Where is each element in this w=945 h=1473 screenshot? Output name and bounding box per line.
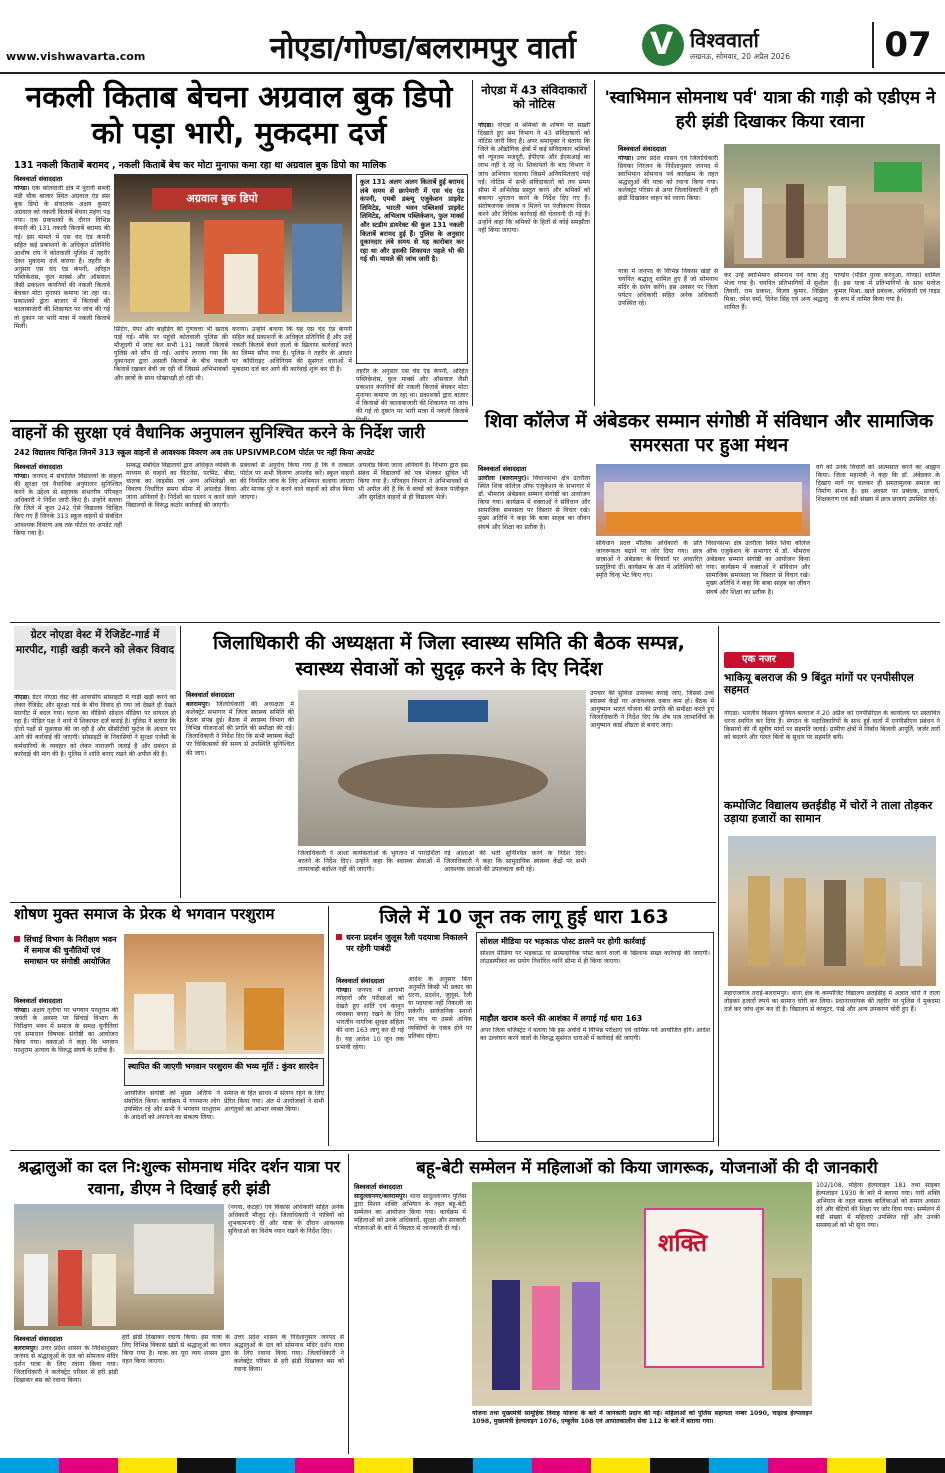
story1-deck: 131 नकली किताबें बरामद , नकली किताबें बेच कर मोटा मुनाफा कमा रहा था अग्रवाल बुक डिपो का मालिक xyxy=(14,160,386,171)
parshuram-text-c: समाज के हित साधन में संलग्न रहने के लिए प्रेरित किया गया। अंत में आयोजकों ने सभी आगंतुकों का आभार व्यक्त किया। xyxy=(224,1090,324,1114)
parshuram-text-a: गोण्डा। अक्षय तृतीया पर भगवान परशुराम की जयंती के अवसर पर सिंचाई विभाग के निरीक्षण भवन में समाज के समक्ष चुनौतियां एवं समाधान विषयक संगोष्ठी का आयोजन किया गया। वक्ताओं ने कहा कि भगवान परशुराम अन्याय के विरुद्ध संघर्ष के प्रतीक हैं। xyxy=(14,1007,118,1055)
vehicle-deck: 242 विद्यालय चिन्हित जिनमें 313 स्कूल वाहनों से आवश्यक विवरण अब तक UPSIVMP.COM पोर्टल पर नहीं किया अपडेट xyxy=(14,448,375,457)
bullet-icon xyxy=(336,934,342,940)
darshan-text-a: बलरामपुर। उत्तर प्रदेश शासन के निर्देशानुसार जनपद से श्रद्धालुओं के दल को सोमनाथ मंदिर दर्शन यात्रा के लिए रवाना किया गया। जिलाधिकारी ने कलेक्ट्रेट परिसर से हरी झंडी दिखाकर बस को रवाना किया। xyxy=(14,1345,118,1385)
greater-noida-text: नोएडा। ग्रेटर नोएडा वेस्ट की आवासीय सोसाइटी में गाड़ी खड़ी करने को लेकर रेजिडेंट और सुरक्षा गार्ड के बीच विवाद हो गया जो देखते ही देखते मारपीट में बदल गया। घटना का वीडियो सोशल मीडिया पर वायरल हो रहा है। पीड़ित पक्ष ने थाने में शिकायत दर्ज कराई है। पुलिस ने बताया कि दोनों पक्षों से पूछताछ की जा रही है और सीसीटीवी फुटेज के आधार पर आगे की कार्रवाई की जाएगी। सोसाइटी के निवासियों ने सुरक्षा एजेंसी के कर्मचारियों के व्यवहार को लेकर नाराजगी जताई है और प्रबंधन से कार्रवाई की मांग की है। पुलिस ने शांति बनाए रखने की अपील की है। xyxy=(14,694,176,758)
health-text-b: उपचार की सुविधा उपलब्ध कराई जाए, जिससे उच्च स्वास्थ्य केंद्रों पर अनावश्यक दबाव कम हो। बैठक में आयुष्मान भारत योजना की प्रगति की समीक्षा करते हुए जिलाधिकारी ने निर्देश दिए कि शेष पात्र लाभार्थियों के आयुष्मान कार्ड शीघ्रता से बनाए जाएं। xyxy=(590,690,714,730)
bahubeti-byline: विश्ववार्ता संवाददाता xyxy=(354,1183,403,1191)
vehicle-headline: वाहनों की सुरक्षा एवं वैधानिक अनुपालन सुनिश्चित करने के निर्देश जारी xyxy=(12,423,425,442)
health-col1 xyxy=(186,690,294,841)
story1-shop-sign: अग्रवाल बुक डिपो xyxy=(152,188,292,210)
parshuram-byline: विश्ववार्ता संवाददाता xyxy=(14,997,63,1005)
story1-text-c: प्रिंटिंग, पेपर और बाइंडिंग की गुणवत्ता भी खराब पाई गई। मौके पर पहुंची कोतवाली पुलिस की मौजूदगी में जांच कर सभी 131 नकली किताबें पुलिस को सौंप दी गईं। आरोप लगाया गया कि दुकानदार द्वारा असली किताबों के बीच नकली किताबें रखकर बेची जा रही थीं जिससे अभिभावकों और छात्रों के साथ धोखाधड़ी हो रही थी। xyxy=(114,326,228,382)
page-number: 07 xyxy=(872,22,942,68)
masthead xyxy=(0,0,945,74)
vehicle-text-d: अपलोड किया जाना अनिवार्य है। विभाग द्वारा इस संबंध में विद्यालयों को पत्र भेजकर सूचित भी किया गया है। परिवहन विभाग ने अभिभावकों से भी अपील की है कि वे बच्चों को केवल पंजीकृत और सुरक्षित वाहनों से ही विद्यालय भेजें। xyxy=(358,462,468,502)
shiva-byline: विश्ववार्ता संवाददाता xyxy=(478,465,527,473)
dhara163-text-a: गोण्डा। जनपद में आगामी त्योहारों और परीक्षाओं को देखते हुए शांति एवं कानून व्यवस्था बनाए रखने के लिए भारतीय नागरिक सुरक्षा संहिता की धारा 163 लागू कर दी गई है। यह आदेश 10 जून तक प्रभावी रहेगा। xyxy=(336,987,404,1051)
health-text-a: बलरामपुर। जिलाधिकारी की अध्यक्षता में कलेक्ट्रेट सभागार में जिला स्वास्थ्य समिति की बैठक संपन्न हुई। बैठक में स्वास्थ्य विभाग की विभिन्न योजनाओं की प्रगति की समीक्षा की गई। जिलाधिकारी ने निर्देश दिए कि सभी स्वास्थ्य केंद्रों पर चिकित्सकों की समय से उपस्थिति सुनिश्चित की जाए। xyxy=(186,701,294,757)
ek-nazar-police-photo xyxy=(728,836,936,986)
bullet-icon xyxy=(14,936,20,942)
story1-sidebox-text: कुल 131 अलग अलग किताबें हुई बरामद लंबे समय से छापेमारी में एस चंद एंड कंपनी, एमबी डब्ल्यू एजुकेशन प्राइवेट लिमिटेड, भारती भवन पब्लिशर्स प्राइवेट लिमिटेड, अभिलाष पब्लिकेशन, फुल मार्क्स और स्टडीम डायरेक्ट की कुल 131 नकली किताबें बरामद हुई हैं। पुलिस के अनुसार दुकानदार लंबे समय से यह कारोबार कर रहा था और इसकी शिकायत पहले भी की गई थी। मामले की जांच जारी है। xyxy=(360,178,464,264)
story1-text-d: कराया। उन्होंने बताया कि यह एस चंद एंड कंपनी सहित कई प्रकाशनों के अधिकृत प्रतिनिधि हैं और उन्हें नकली किताबें बेचने वालों के खिलाफ कार्रवाई करने का जिम्मा सौंपा गया है। पुलिस ने तहरीर के आधार पर कॉपीराइट अधिनियम की सुसंगत धाराओं में मुकदमा दर्ज कर आगे की कार्रवाई शुरू कर दी है। xyxy=(232,326,352,374)
print-color-bar xyxy=(0,1458,945,1473)
vehicle-byline: विश्ववार्ता संवाददाता xyxy=(14,463,63,471)
parshuram-event-photo xyxy=(124,934,324,1054)
site-url[interactable]: www.vishwavarta.com xyxy=(6,50,146,63)
bahubeti-caption: योजना तथा मुख्यमंत्री सामूहिक विवाह योजना के बारे में जानकारी प्रदान की गई। महिलाओं को पुलिस सहायता नम्बर 1090, चाइल्ड हेल्पलाइन 1098, मुख्यमंत्री हेल्पलाइन 1076, एम्बुलेंस 108 एवं आपातकालीन सेवा 112 के बारे में बताया गया। xyxy=(472,1410,812,1426)
story1-headline: नकली किताब बेचना अग्रवाल बुक डिपो को पड़ा भारी, मुकदमा दर्ज xyxy=(25,80,453,151)
health-text-c: जिलाधिकारी ने आशा कार्यकर्ताओं के भुगतान में पारदर्शिता बरतने के निर्देश दिए। उन्होंने कहा कि स्वास्थ्य सेवाओं में लापरवाही बर्दाश्त नहीं की जाएगी। xyxy=(298,850,440,874)
somnath-headline: 'स्वाभिमान सोमनाथ पर्व' यात्रा की गाड़ी को एडीएम ने हरी झंडी दिखाकर किया रवाना xyxy=(604,88,936,132)
somnath-flagoff-photo xyxy=(724,144,940,268)
noida-notice-text: नोएडा। नोएडा में श्रमिकों के शोषण पर सख्ती दिखाते हुए श्रम विभाग ने 43 संविदाकारों को नोटिस जारी किए हैं। अपर श्रमायुक्त ने बताया कि जिले के औद्योगिक क्षेत्रों में कई संविदाकार श्रमिकों को न्यूनतम मजदूरी, ईपीएफ और ईएसआई का लाभ नहीं दे रहे थे। शिकायतों के बाद विभाग ने जांच अभियान चलाया जिसमें अनियमितताएं पाई गईं। नोटिस में सभी संविदाकारों को तय समय सीमा में अभिलेख प्रस्तुत करने और श्रमिकों को बकाया भुगतान करने के निर्देश दिए गए हैं। संतोषजनक जवाब न मिलने पर पंजीकरण निरस्त करने और विधिक कार्रवाई की चेतावनी दी गई है। उन्होंने कहा कि श्रमिकों के हितों से कोई समझौता नहीं किया जाएगा। xyxy=(478,122,590,235)
health-headline: जिलाधिकारी की अध्यक्षता में जिला स्वास्थ्य समिति की बैठक सम्पन्न, स्वास्थ्य सेवाओं को सुदृढ़ करने के दिए निर्देश xyxy=(213,632,685,680)
ek-nazar-item2-text: महाराजगंज तराई-बलरामपुर। थाना क्षेत्र के कम्पोजिट विद्यालय छतईडीह में अज्ञात चोरों ने ताला तोड़कर हजारों रुपये का सामान चोरी कर लिया। प्रधानाध्यापक की तहरीर पर पुलिस ने मुकदमा दर्ज कर जांच शुरू कर दी है। विद्यालय से कंप्यूटर, पंखे और अन्य उपकरण चोरी हुए हैं। xyxy=(724,990,940,1014)
parshuram-col1 xyxy=(14,996,118,1143)
vehicle-text-a: गोण्डा। जनपद में संचालित विद्यालयों के वाहनों की सुरक्षा एवं वैधानिक अनुपालन सुनिश्चित करने के उद्देश्य से सहायक संभागीय परिवहन अधिकारी ने निर्देश जारी किए हैं। उन्होंने बताया कि जिले में कुल 242 ऐसे विद्यालय चिन्हित किए गए हैं जिनके 313 स्कूल वाहनों से संबंधित आवश्यक विवरण अब तक पोर्टल पर अपडेट नहीं किया गया है। xyxy=(14,473,122,537)
page-section-title: नोएडा/गोण्डा/बलरामपुर वार्ता xyxy=(270,31,576,66)
somnath-col1 xyxy=(618,144,718,265)
paper-name: विश्ववार्ता xyxy=(690,28,759,52)
vehicle-text-b: सम्बद्ध संबंधित विद्यालयों द्वारा अधिकृत व्यक्ति के माध्यम से वाहनों का फिटनेस, परमिट, बीमा, चालक का लाइसेंस एवं अन्य अभिलेखों का विवरण निर्धारित समय सीमा में अपलोड किया जाना अनिवार्य है। निर्देशों का पालन न करने वाले विद्यालयों के विरुद्ध कठोर कार्रवाई की जाएगी। xyxy=(126,462,236,510)
story1-text-b: तहरीर के अनुसार एस चंद एंड कंपनी, अरिहंत पब्लिकेशंस, फुल मार्क्स और ऑसवाल जैसी प्रकाशन कंपनियों की नकली किताबें बेचकर मोटा मुनाफा कमाया जा रहा था। प्रकाशकों द्वारा बाजार में किताबों की कालाबाजारी की शिकायत पर जांच की गई तो दुकान पर भारी मात्रा में नकली किताबें मिलीं। xyxy=(356,368,468,424)
shiva-text-b: संविधान प्रदत्त मौलिक अधिकारों के प्रति जागरूकता बढ़ाने पर जोर दिया गया। छात्र छात्राओं ने अंबेडकर के विचारों पर आधारित प्रस्तुतियां दीं। कार्यक्रम के अंत में अतिथियों को स्मृति चिन्ह भेंट किए गए। xyxy=(596,540,702,580)
parshuram-text-b: आयोजित संगोष्ठी को मुख्य अतिथि ने संबोधित किया। कार्यक्रम में गणमान्य लोग उपस्थित रहे और सभी ने भगवान परशुराम के आदर्शों को अपनाने का संकल्प लिया। xyxy=(124,1090,220,1122)
edition-date: लखनऊ, सोमवार, 20 अप्रैल 2026 xyxy=(690,52,790,61)
vehicle-text-c: प्रबंधकों से अनुरोध किया गया है कि वे तत्काल पोर्टल पर सभी विवरण अपलोड करें। स्कूल वाहनों की नियमित जांच के लिए अभियान चलाया जाएगा और मानक पूरे न करने वाले वाहनों को सीज किया जाएगा। xyxy=(240,462,354,502)
parshuram-quote: स्थापित की जाएगी भगवान परशुराम की भव्य मूर्ति : कुंवर शारदेन xyxy=(128,1062,319,1071)
bahubeti-text-b: 102/108, महिला हेल्पलाइन 181 तथा साइबर हेल्पलाइन 1930 के बारे में बताया गया। नारी शक्ति अभियान के तहत बालक बालिकाओं को समान अवसर देने और बेटियों की शिक्षा पर जोर दिया गया। सम्मेलन में बड़ी संख्या में महिलाएं उपस्थित रहीं और उनकी समस्याओं को भी सुना गया। xyxy=(816,1182,940,1230)
darshan-col1 xyxy=(14,1334,118,1455)
somnath-byline: विश्ववार्ता संवाददाता xyxy=(618,145,667,153)
shiva-col1 xyxy=(478,464,590,619)
dhara163-text-b: आदेश के अनुसार बिना अनुमति किसी भी प्रकार का धरना, प्रदर्शन, जुलूस, रैली या पदयात्रा नहीं निकाली जा सकेगी। सार्वजनिक स्थानों पर पांच या उससे अधिक व्यक्तियों के एकत्र होने पर प्रतिबंध रहेगा। xyxy=(408,976,472,1040)
dhara163-box-head1: सोशल मीडिया पर भड़काऊ पोस्ट डालने पर होगी कार्रवाई xyxy=(480,937,646,946)
parshuram-headline: शोषण मुक्त समाज के प्रेरक थे भगवान परशुराम xyxy=(14,905,275,923)
bahubeti-text-a: सादुल्लानगर/बलरामपुर। थाना सादुल्लानगर पुलिस द्वारा मिशन शक्ति अभियान के तहत बहू-बेटी सम्मेलन का आयोजन किया गया। कार्यक्रम में महिलाओं को उनके अधिकारों, सुरक्षा और सरकारी योजनाओं के बारे में विस्तार से जानकारी दी गई। xyxy=(354,1193,466,1233)
ek-nazar-item1-headline: भाकियू बलराज की 9 बिंदुत मांगों पर एनपीसीएल सहमत xyxy=(724,672,914,697)
health-byline: विश्ववार्ता संवाददाता xyxy=(186,691,235,699)
shiva-text-a: उतरौला (बलरामपुर)। विधानसभा क्षेत्र उतरौला स्थित शिवा कॉलेज ऑफ एजुकेशन के सभागार में डॉ. भीमराव अंबेडकर सम्मान संगोष्ठी का आयोजन किया गया। कार्यक्रम में वक्ताओं ने संविधान और सामाजिक समरसता पर विस्तार से विचार रखे। मुख्य अतिथि ने कहा कि बाबा साहब का जीवन संघर्ष और शिक्षा का प्रतीक है। xyxy=(478,475,590,531)
ek-nazar-item2-headline: कम्पोजिट विद्यालय छतईडीह में चोरों ने ताला तोड़कर उड़ाया हजारों का सामान xyxy=(724,799,933,825)
dhara163-byline: विश्ववार्ता संवाददाता xyxy=(336,977,385,985)
dhara163-sidebox xyxy=(476,932,714,1142)
ek-nazar-item1-text: नोएडा। भारतीय किसान यूनियन बलराज ने 20 अप्रैल को एनपीसीएल के कार्यालय पर प्रस्तावित धरना स्थगित कर दिया है। संगठन के पदाधिकारियों के साथ हुई वार्ता में एनपीसीएल प्रबंधन ने किसानों की नौ सूत्रीय मांगों पर सहमति जताई। ग्रामीण क्षेत्रों में निर्बाध बिजली आपूर्ति, जर्जर तारों को बदलने और गलत बिलों के सुधार पर सहमति बनी। xyxy=(724,710,940,742)
dhara163-headline: जिले में 10 जून तक लागू हुई धारा 163 xyxy=(379,906,669,928)
ek-nazar-label: एक नजर xyxy=(724,652,794,668)
shiva-text-c: वर्ग को उनके विचारों को आत्मसात करने का आह्वान किया। जिला महामंत्री ने कहा कि डॉ. अंबेडकर के दिखाए मार्ग पर चलकर ही समतामूलक समाज का निर्माण संभव है। इस अवसर पर प्रबंधक, प्राचार्य, शिक्षकगण एवं बड़ी संख्या में छात्र छात्राएं उपस्थित रहे। xyxy=(816,464,940,504)
somnath-text-b: यात्रा में जनपद के विभिन्न विकास खंडों से चयनित श्रद्धालु शामिल हुए हैं जो सोमनाथ मंदिर के दर्शन करेंगे। इस अवसर पर जिला पर्यटन अधिकारी सहित अनेक अधिकारी उपस्थित रहे। xyxy=(618,268,718,308)
story1-bookshop-photo xyxy=(114,174,352,322)
dhara163-box-head2: माहौल खराब करने की आशंका में लगाई गई धारा 163 xyxy=(480,1014,643,1023)
bahubeti-banner-word: शक्ति xyxy=(658,1229,708,1257)
story1-text-a: गोण्डा। एक कोतवाली क्षेत्र में पुरानी सब्जी मंडी चौक बाजार स्थित अग्रवाल एंड संस बुक डिपो के संचालक अक्षय कुमार अग्रवाल को नकली किताबें बेचना महंगा पड़ गया। एक प्रकाशकों के दौरान विभिन्न कंपनी की 131 नकली किताबें बरामद की गई। इस मामले में एस चंद एंड कंपनी सहित कई प्रकाशनों के अधिकृत प्रतिनिधि आशीष राय ने कोतवाली पुलिस में तहरीर देकर मुकदमा दर्ज कराया है। तहरीर के अनुसार एस चंद एंड कंपनी, अरिहंत पब्लिकेशंस, फुल मार्क्स और ऑसवाल जैसी प्रकाशन कंपनियों की नकली किताबें बेचकर मोटा मुनाफा कमाया जा रहा था। प्रकाशकों द्वारा बाजार में किताबों की कालाबाजारी की शिकायत पर जांच की गई तो दुकान पर भारी मात्रा में नकली किताबें मिलीं। xyxy=(14,185,110,330)
somnath-text-d: पाण्डेय (पंडित पुरवा करनूआ, गोण्डा) शामिल हैं। इस यात्रा में प्रतिभागियों के साथ मनोज कुमार मिश्रा, खाते प्रबंधक, अधिकारी एवं गाइड के रूप में नामित किया गया है। xyxy=(834,272,940,304)
shiva-event-photo xyxy=(596,464,810,536)
dhara163-bullet: धरना प्रदर्शन जुलूस रैली पदयात्रा निकालने पर रहेगी पाबंदी xyxy=(346,933,468,953)
dhara163-col1 xyxy=(336,976,404,1143)
darshan-text-a2: उत्तर प्रदेश शासन के निर्देशानुसार जनपद से श्रद्धालुओं के दल को सोमनाथ मंदिर दर्शन यात्रा के लिए रवाना किया गया। जिलाधिकारी ने कलेक्ट्रेट परिसर से हरी झंडी दिखाकर बस को रवाना किया। xyxy=(234,1334,344,1374)
somnath-text-c: कर उन्हें स्वाभिमान सोमनाथ पर्व यात्रा हेतु भेजा गया है। चयनित प्रतिभागियों में सुशील तिवारी, राम प्रकाश, विजय कुमार, निखिल मिश्रा, रमेश वर्मा, दिनेश सिंह एवं अन्य श्रद्धालु शामिल हैं। xyxy=(724,272,828,312)
darshan-headline: श्रद्धालुओं का दल नि:शुल्क सोमनाथ मंदिर दर्शन यात्रा पर रवाना, डीएम ने दिखाई हरी झंडी xyxy=(17,1158,341,1198)
vehicle-col1 xyxy=(14,462,122,619)
story1-sidebox xyxy=(356,174,468,364)
bahubeti-col1 xyxy=(354,1182,466,1415)
logo-letter-icon: V xyxy=(650,27,674,62)
greater-noida-headline: ग्रेटर नोएडा वेस्ट में रेजिडेंट-गार्ड में मारपीट, गाड़ी खड़ी करने को लेकर विवाद xyxy=(14,626,176,690)
health-meeting-photo xyxy=(298,690,586,846)
darshan-byline: विश्ववार्ता संवाददाता xyxy=(14,1335,63,1343)
darshan-flagoff-photo xyxy=(14,1204,224,1330)
bahubeti-event-photo xyxy=(472,1182,812,1406)
bahubeti-headline: बहू-बेटी सम्मेलन में महिलाओं को किया जागरूक, योजनाओं की दी जानकारी xyxy=(416,1158,878,1177)
shiva-text-b2: विधानसभा क्षेत्र उतरौला स्थित शिवा कॉलेज ऑफ एजुकेशन के सभागार में डॉ. भीमराव अंबेडकर सम्मान संगोष्ठी का आयोजन किया गया। कार्यक्रम में वक्ताओं ने संविधान और सामाजिक समरसता पर विस्तार से विचार रखे। मुख्य अतिथि ने कहा कि बाबा साहब का जीवन संघर्ष और शिक्षा का प्रतीक है। xyxy=(706,540,810,596)
darshan-text-b: (नगवा, कटहा) एवं विकास अधिकारी सहित अनेक अधिकारी मौजूद रहे। जिलाधिकारी ने यात्रियों को शुभकामनाएं दीं और यात्रा के दौरान आवश्यक सुविधाओं का विशेष ध्यान रखने के निर्देश दिए। xyxy=(228,1204,344,1236)
somnath-text-a: गोण्डा। उत्तर प्रदेश शासन एवं जिलाधिकारी प्रियंका निरंजन के निर्देशानुसार जनपद में स्वाभिमान सोमनाथ पर्व कार्यक्रम के तहत श्रद्धालुओं की यात्रा को रवाना किया गया। कलेक्ट्रेट परिसर से अपर जिलाधिकारी ने हरी झंडी दिखाकर वाहन को रवाना किया। xyxy=(618,155,718,203)
noida-notice-headline: नोएडा में 43 संविदाकारों को नोटिस xyxy=(481,83,587,111)
shiva-headline: शिवा कॉलेज में अंबेडकर सम्मान संगोष्ठी में संविधान और सामाजिक समरसता पर हुआ मंथन xyxy=(484,411,934,456)
parshuram-bullet: सिंचाई विभाग के निरीक्षण भवन में समाज की चुनौतियों एवं समाधान पर संगोष्ठी आयोजित xyxy=(24,935,117,966)
parshuram-quote-box xyxy=(124,1058,324,1086)
dhara163-box-text2: अपर जिला मजिस्ट्रेट ने बताया कि इस अवधि में विभिन्न परीक्षाएं एवं धार्मिक पर्व आयोजित होंगे। आदेश का उल्लंघन करने वालों के विरुद्ध सुसंगत धाराओं में कार्रवाई की जाएगी। xyxy=(480,1027,710,1043)
story1-byline: विश्ववार्ता संवाददाता xyxy=(14,175,63,183)
health-text-d: गई आशाओं की भर्ती सुनिश्चित करने के निर्देश दिए। जिलाधिकारी ने कहा कि सामुदायिक स्वास्थ्य केंद्रों पर सभी आवश्यक दवाओं की उपलब्धता बनी रहे। xyxy=(444,850,586,874)
darshan-text-c: हरी झंडी दिखाकर रवाना किया। इस यात्रा के लिए विभिन्न विकास खंडों से श्रद्धालुओं का चयन किया गया है। यात्रा का पूरा व्यय शासन द्वारा वहन किया जाएगा। xyxy=(122,1334,230,1366)
dhara163-box-text1: सोशल मीडिया पर भड़काऊ या साम्प्रदायिक पोस्ट करने वालों के खिलाफ सख्त कार्रवाई की जाएगी। लाउडस्पीकर का प्रयोग निर्धारित ध्वनि सीमा में ही किया जाएगा। xyxy=(480,950,710,966)
